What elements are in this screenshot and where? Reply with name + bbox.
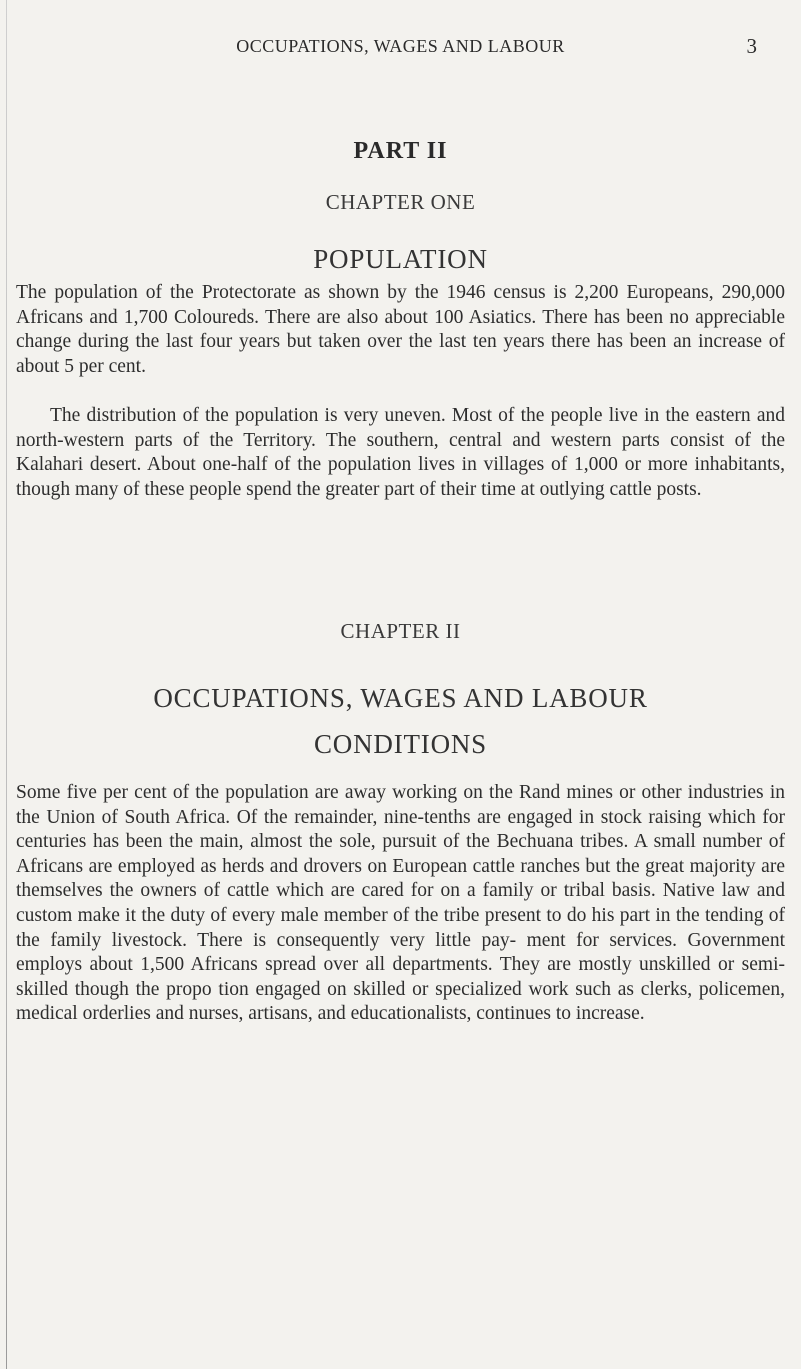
chapter-one-title: POPULATION: [313, 244, 488, 274]
page-number: 3: [746, 34, 757, 58]
chapter-two-title-line-2: CONDITIONS: [314, 729, 487, 759]
running-head: OCCUPATIONS, WAGES AND LABOUR: [236, 36, 565, 56]
part-title: PART II: [353, 138, 448, 164]
chapter-one-label: CHAPTER ONE: [325, 190, 476, 214]
occupations-paragraph-1: Some five per cent of the population are away working on the Rand mines or other industries in the Union of South Africa. Of the remainder, nine-tenths are engaged in stock raising which for centuries has been the main, almost the sole, pursuit of the Bechuana tribes. A small number of Africans are employed as herds and drovers on European cattle ranches but the great majority are themselves the owners of cattle which are cared for on a family or tribal basis. Native law and custom make it the duty of every male member of the tribe present to do his part in the tending of the family livestock. There is consequently very little pay- ment for services. Government employs about 1,500 Africans spread over all departments. They are mostly unskilled or semi-skilled though the propo tion engaged on skilled or specialized work such as clerks, policemen, medical orderlies and nurses, artisans, and educationalists, continues to increase.: [16, 782, 785, 1025]
chapter-two-label: CHAPTER II: [340, 619, 461, 643]
population-paragraph-2: The distribution of the population is very uneven. Most of the people live in the eastern and north-western parts of the Territory. The southern, central and western parts consist of the Kalahari desert. About one-half of the population lives in villages of 1,000 or more inhabitants, though many of these people spend the greater part of their time at outlying cattle posts.: [16, 405, 785, 500]
population-paragraph-1: The population of the Protectorate as shown by the 1946 census is 2,200 Europeans, 290,000 Africans and 1,700 Coloureds. There are also about 100 Asiatics. There has been no appreciable change during the last four years but taken over the last ten years there has been an increase of about 5 per cent.: [16, 282, 785, 377]
chapter-two-title-line-1: OCCUPATIONS, WAGES AND LABOUR: [153, 683, 648, 713]
